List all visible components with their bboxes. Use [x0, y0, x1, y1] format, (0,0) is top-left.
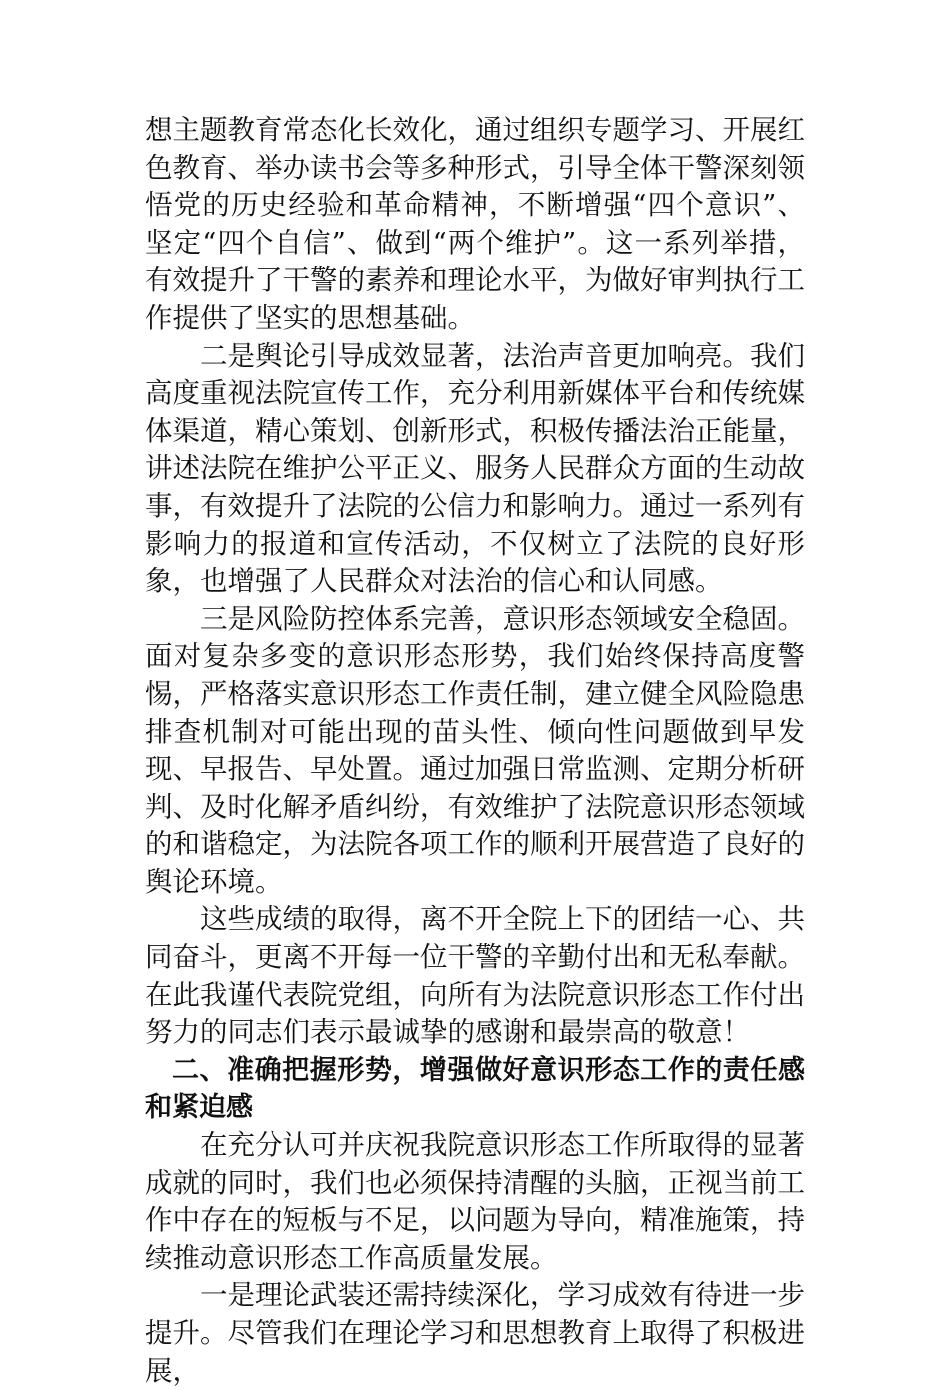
paragraph-continuation: 想主题教育常态化长效化，通过组织专题学习、开展红色教育、举办读书会等多种形式，引导全体干警深刻领悟党的历史经验和革命精神，不断增强“四个意识”、坚定“四个自信”、做到“两个维护”。这一系列举措，有效提升了干警的素养和理论水平，为做好审判执行工作提供了坚实的思想基础。: [145, 114, 805, 334]
paragraph-risk-control: 三是风险防控体系完善，意识形态领域安全稳固。面对复杂多变的意识形态形势，我们始终保持高度警惕，严格落实意识形态工作责任制，建立健全风险隐患排查机制对可能出现的苗头性、倾向性问题做到早发现、早报告、早处置。通过加强日常监测、定期分析研判、及时化解矛盾纠纷，有效维护了法院意识形态领域的和谐稳定，为法院各项工作的顺利开展营造了良好的舆论环境。: [145, 602, 805, 898]
section-heading: 二、准确把握形势，增强做好意识形态工作的责任感和紧迫感: [145, 1054, 805, 1124]
paragraph-public-opinion: 二是舆论引导成效显著，法治声音更加响亮。我们高度重视法院宣传工作，充分利用新媒体平台和传统媒体渠道，精心策划、创新形式，积极传播法治正能量，讲述法院在维护公平正义、服务人民群众方面的生动故事，有效提升了法院的公信力和影响力。通过一系列有影响力的报道和宣传活动，不仅树立了法院的良好形象，也增强了人民群众对法治的信心和认同感。: [145, 339, 805, 598]
document-page: [145, 112, 805, 1390]
paragraph-section-intro: 在充分认可并庆祝我院意识形态工作所取得的显著成就的同时，我们也必须保持清醒的头脑，正视当前工作中存在的短板与不足，以问题为导向，精准施策，持续推动意识形态工作高质量发展。: [145, 1129, 805, 1274]
paragraph-theory-study: 一是理论武装还需持续深化，学习成效有待进一步提升。尽管我们在理论学习和思想教育上取得了积极进展，: [145, 1279, 805, 1387]
paragraph-acknowledgement: 这些成绩的取得，离不开全院上下的团结一心、共同奋斗，更离不开每一位干警的辛勤付出和无私奉献。在此我谨代表院党组，向所有为法院意识形态工作付出努力的同志们表示最诚挚的感谢和最崇高的敬意！: [145, 903, 805, 1049]
